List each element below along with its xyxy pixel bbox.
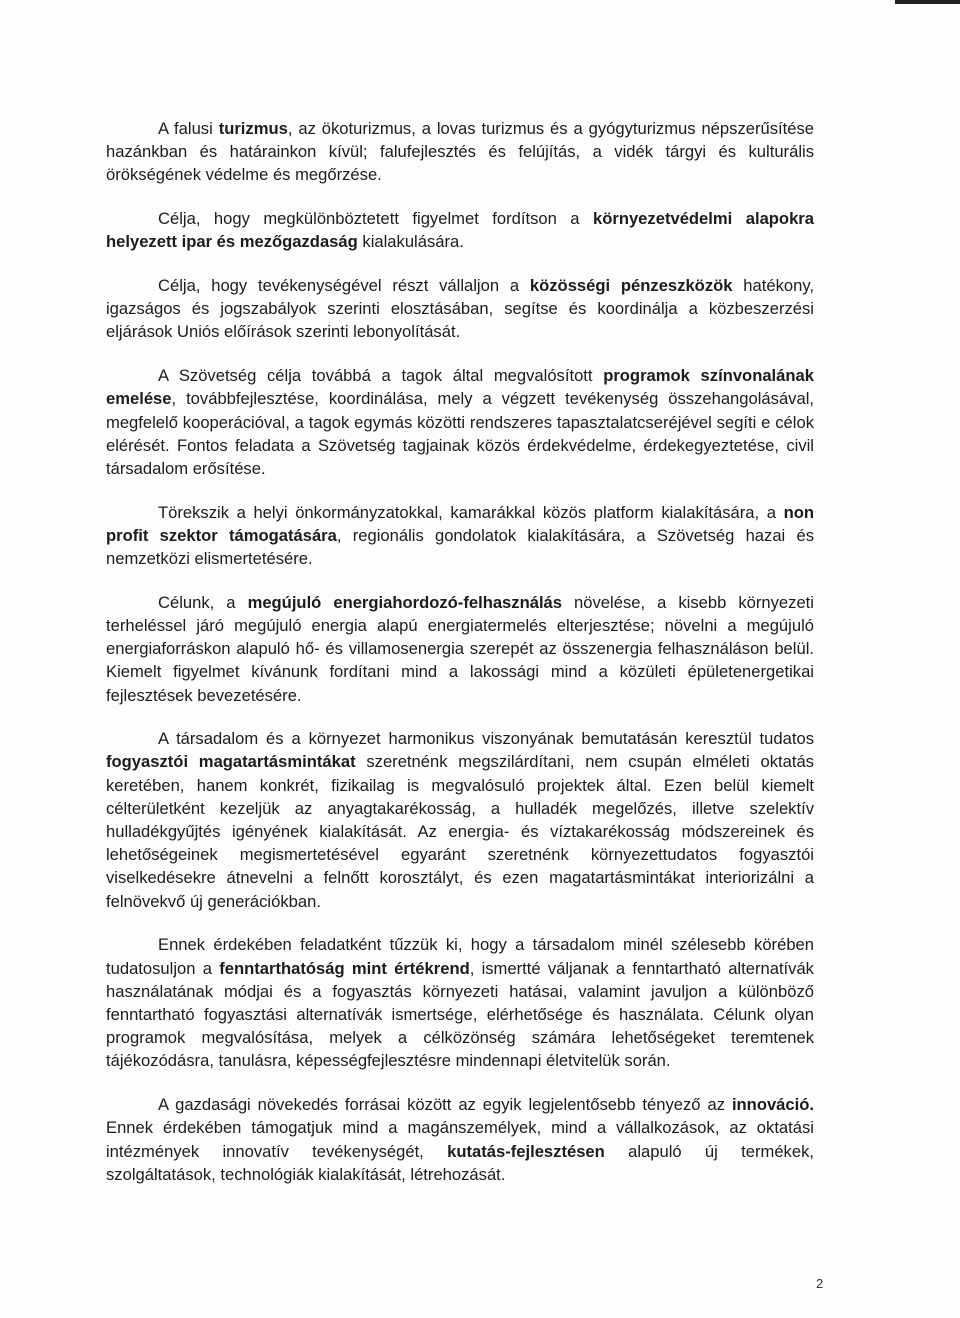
text-segment: alapuló új termékek, szolgáltatások, technológiák kialakítását, létrehozását.	[106, 1141, 814, 1184]
paragraph	[106, 274, 814, 344]
paragraph	[106, 727, 814, 913]
paragraph	[106, 207, 814, 253]
paragraph	[106, 1093, 814, 1186]
bold-segment: kutatás-fejlesztésen	[447, 1141, 605, 1161]
text-segment: kialakulására.	[357, 232, 464, 252]
paragraph	[106, 591, 814, 707]
bold-segment: innováció.	[731, 1095, 814, 1115]
text-segment: , ismertté váljanak a fenntartható alternatívák használatának módjai és a fogyasztás környezeti hatásai, valamint javuljon a különböző fenntartható fogyasztási alternatívák ismertsége, elérhetősége és használata. Célunk olyan programok megvalósítása, melyek a célközönség számára lehetőségeket teremtenek tájékozódásra, tanulásra, képességfejlesztésre mindennapi életvitelük során.	[106, 958, 814, 1071]
text-segment: A gazdasági növekedés forrásai között az egyik legjelentősebb tényező az	[158, 1095, 732, 1115]
text-segment: A társadalom és a környezet harmonikus viszonyának bemutatásán keresztül tudatos	[158, 729, 814, 749]
bold-segment: programok színvonalának emelése	[106, 366, 814, 409]
text-segment: Ennek érdekében feladatként tűzzük ki, hogy a társadalom minél szélesebb körében tudatosuljon a	[106, 935, 814, 978]
text-segment: szeretnénk megszilárdítani, nem csupán elméleti oktatás keretében, hanem konkrét, fizikailag is megvalósuló projektek által. Ezen belül kiemelt célterületként kezeljük az anyagtakarékosság, a hulladék megelőzés, illetve szelektív hulladékgyűjtés igényének kialakítását. Az energia- és víztakarékosság módszereinek és lehetőségeinek megismertetésével egyaránt szeretnénk környezettudatos fogyasztói viselkedésekre átnevelni a felnőtt korosztályt, és ezen magatartásmintákat interiorizálni a felnövekvő új generációkban.	[106, 752, 814, 911]
text-segment: , továbbfejlesztése, koordinálása, mely a végzett tevékenység összehangolásával, megfelelő kooperációval, a tagok egymás közötti rendszeres tapasztalatcseréjével segíti e célok elérését. Fontos feladata a Szövetség tagjainak közös érdekvédelme, érdekegyeztetése, civil társadalom erősítése.	[106, 389, 814, 478]
text-segment: növelése, a kisebb környezeti terheléssel járó megújuló energia alapú energiatermelés elterjesztése; növelni a megújuló energiaforráskon alapuló hő- és villamosenergia szerepét az összenergia felhasználáson belül. Kiemelt figyelmet kívánunk fordítani mind a lakossági mind a közületi épületenergetikai fejlesztések bevezetésére.	[106, 592, 814, 705]
text-segment: Célunk, a	[158, 592, 248, 612]
bold-segment: non profit szektor támogatására	[106, 502, 814, 545]
paragraph	[106, 501, 814, 571]
bold-segment: turizmus	[218, 119, 288, 138]
bold-segment: fogyasztói magatartásmintákat	[106, 752, 356, 772]
text-segment: Célja, hogy tevékenységével részt vállaljon a	[158, 276, 530, 296]
text-segment: Ennek érdekében támogatjuk mind a magánszemélyek, mind a vállalkozások, az oktatási intézmények innovatív tevékenységét,	[106, 1118, 814, 1161]
text-segment: Célja, hogy megkülönböztetett figyelmet fordítson a	[158, 209, 593, 229]
bold-segment: környezetvédelmi alapokra helyezett ipar és mezőgazdaság	[106, 209, 814, 252]
document-body	[106, 117, 814, 1206]
paragraph	[106, 933, 814, 1072]
bold-segment: közösségi pénzeszközök	[529, 276, 733, 296]
bold-segment: fenntarthatóság mint értékrend	[219, 958, 470, 978]
page-number: 2	[816, 1276, 824, 1291]
text-segment: , regionális gondolatok kialakítására, a Szövetség hazai és nemzetközi elismertetésére.	[106, 525, 814, 569]
paragraph	[106, 364, 814, 480]
scan-edge-mark	[895, 0, 960, 4]
text-segment: Törekszik a helyi önkormányzatokkal, kamarákkal közös platform kialakítására, a	[158, 502, 784, 522]
bold-segment: megújuló energiahordozó-felhasználás	[247, 592, 563, 612]
text-segment: A Szövetség célja továbbá a tagok által megvalósított	[158, 366, 604, 386]
text-segment: hatékony, igazságos és jogszabályok szerinti elosztásában, segítse és koordinálja a közbeszerzési eljárások Uniós előírások szerinti lebonyolítását.	[106, 276, 815, 342]
paragraph	[106, 117, 814, 187]
text-segment: , az ökoturizmus, a lovas turizmus és a gyógyturizmus népszerűsítése hazánkban és határainkon kívül; falufejlesztés és felújítás, a vidék tárgyi és kulturális örökségének védelme és megőrzése.	[106, 119, 814, 185]
text-segment: A falusi	[158, 119, 219, 138]
